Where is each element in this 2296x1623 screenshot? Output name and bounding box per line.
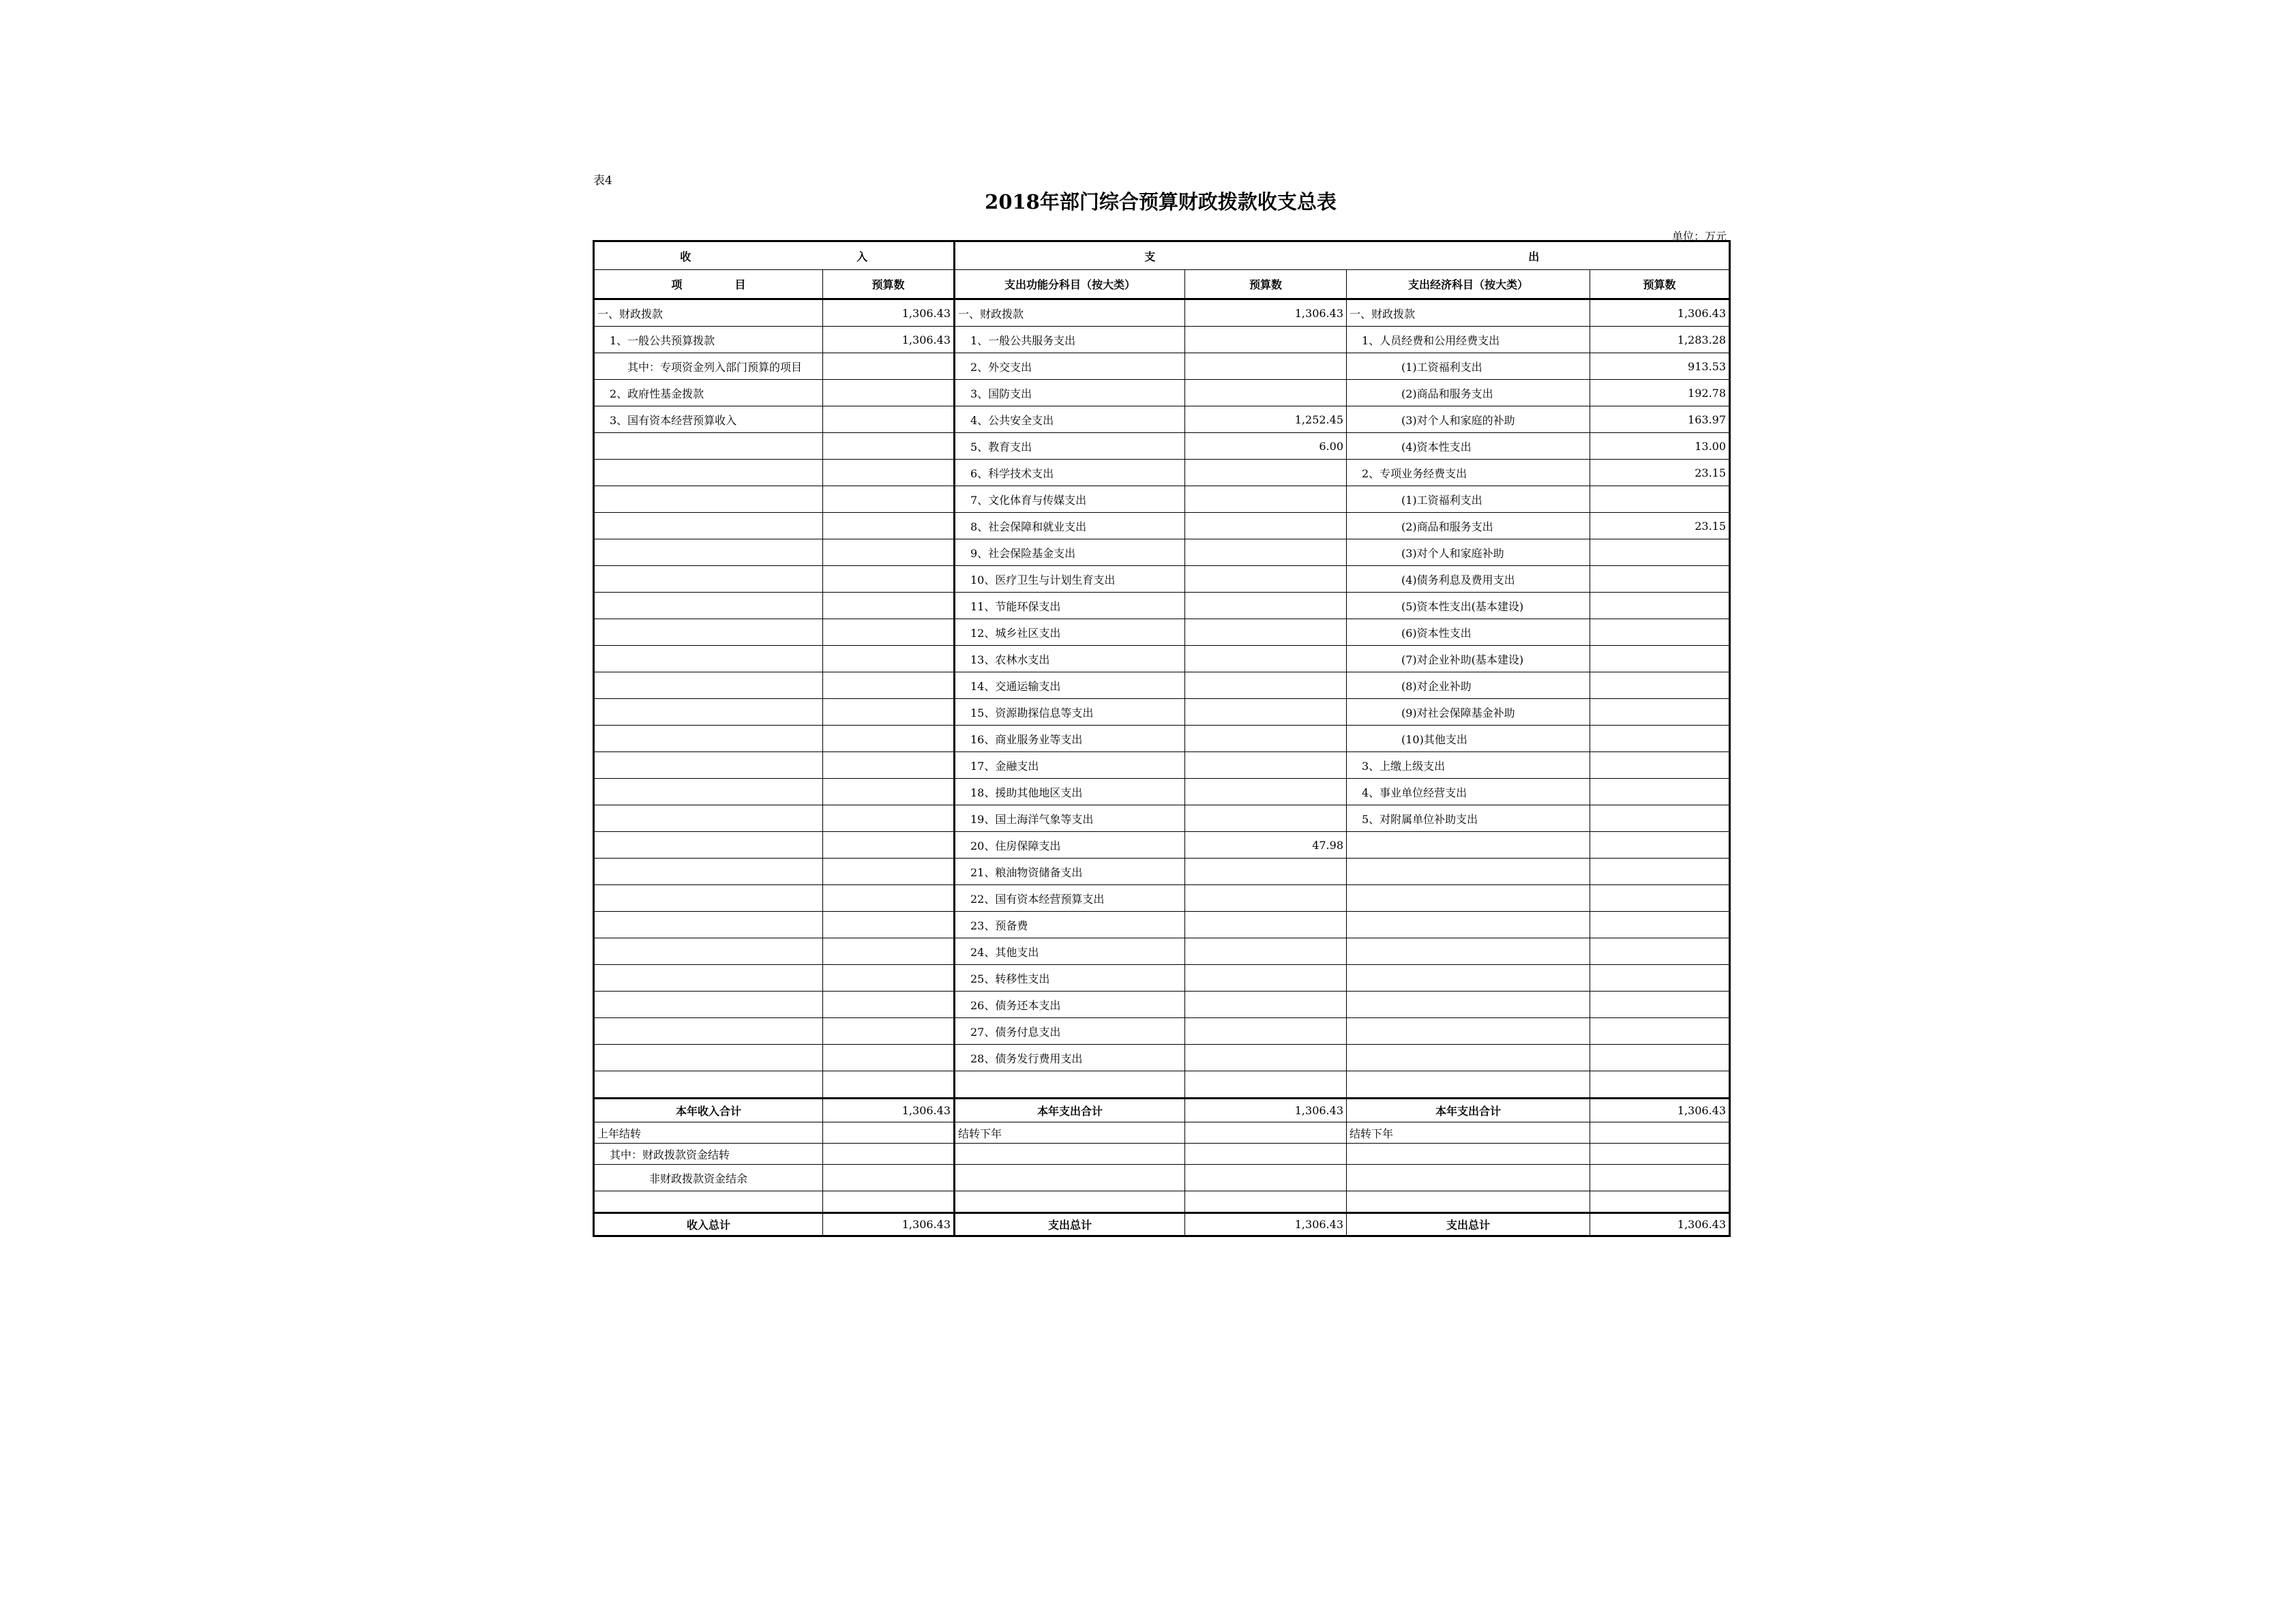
income-budget-cell: 1,306.43	[823, 327, 955, 353]
income-budget-cell	[823, 646, 955, 672]
income-grand-total-value: 1,306.43	[823, 1213, 955, 1236]
function-subject-cell: 17、金融支出	[955, 752, 1185, 779]
function-subject-cell	[955, 1071, 1185, 1099]
table-row	[594, 699, 1730, 726]
function-subject-cell: 15、资源勘探信息等支出	[955, 699, 1185, 726]
economic-subject-cell	[1347, 832, 1590, 859]
economic-subject-cell	[1347, 1018, 1590, 1045]
header-row-columns	[594, 270, 1730, 299]
empty-cell	[1347, 1144, 1590, 1165]
income-item-cell	[594, 726, 823, 752]
income-total-value: 1,306.43	[823, 1099, 955, 1122]
income-budget-cell	[823, 832, 955, 859]
table-row	[594, 646, 1730, 672]
economic-subject-cell: 4、事业单位经营支出	[1347, 779, 1590, 805]
function-subject-cell: 22、国有资本经营预算支出	[955, 885, 1185, 912]
table-row	[594, 885, 1730, 912]
income-header-char-1: 收	[680, 250, 691, 263]
economic-budget-cell	[1590, 1018, 1730, 1045]
function-subject-cell: 2、外交支出	[955, 353, 1185, 380]
economic-subject-cell	[1347, 859, 1590, 885]
function-subject-cell: 9、社会保险基金支出	[955, 539, 1185, 566]
function-subject-cell: 6、科学技术支出	[955, 460, 1185, 486]
function-budget-cell	[1185, 699, 1347, 726]
table-row	[594, 353, 1730, 380]
empty-cell	[1347, 1165, 1590, 1191]
table-row	[594, 327, 1730, 353]
function-subject-cell: 23、预备费	[955, 912, 1185, 938]
economic-budget-cell	[1590, 832, 1730, 859]
economic-subject-cell: 1、人员经费和公用经费支出	[1347, 327, 1590, 353]
function-budget-cell: 1,306.43	[1185, 299, 1347, 327]
function-budget-cell	[1185, 646, 1347, 672]
table-row	[594, 1191, 1730, 1213]
economic-grand-total-value: 1,306.43	[1590, 1213, 1730, 1236]
economic-budget-cell	[1590, 566, 1730, 593]
table-row	[594, 832, 1730, 859]
income-item-cell	[594, 539, 823, 566]
empty-cell	[955, 1165, 1185, 1191]
function-budget-cell	[1185, 992, 1347, 1018]
economic-subject-cell	[1347, 885, 1590, 912]
expense-header-char-2: 出	[1528, 250, 1540, 263]
economic-budget-cell	[1590, 539, 1730, 566]
income-budget-cell	[823, 779, 955, 805]
economic-budget-cell	[1590, 1045, 1730, 1071]
expense-header-char-1: 支	[1144, 250, 1156, 263]
function-subject-cell: 11、节能环保支出	[955, 593, 1185, 619]
economic-budget-cell: 23.15	[1590, 513, 1730, 539]
economic-total-label: 本年支出合计	[1347, 1099, 1590, 1122]
function-budget-cell	[1185, 805, 1347, 832]
col-header-economic-budget: 预算数	[1590, 270, 1730, 299]
income-budget-cell	[823, 965, 955, 992]
economic-subject-cell: (8)对企业补助	[1347, 672, 1590, 699]
function-subject-cell: 10、医疗卫生与计划生育支出	[955, 566, 1185, 593]
economic-total-value: 1,306.43	[1590, 1099, 1730, 1122]
income-budget-cell	[823, 938, 955, 965]
document-title: 2018年部门综合预算财政拨款收支总表	[985, 190, 1337, 213]
income-item-cell	[594, 699, 823, 726]
economic-budget-cell	[1590, 672, 1730, 699]
fiscal-carry-value	[823, 1144, 955, 1165]
function-budget-cell	[1185, 566, 1347, 593]
economic-subject-cell	[1347, 1071, 1590, 1099]
economic-budget-cell	[1590, 752, 1730, 779]
economic-subject-cell: (5)资本性支出(基本建设)	[1347, 593, 1590, 619]
economic-budget-cell	[1590, 726, 1730, 752]
function-budget-cell	[1185, 1045, 1347, 1071]
function-budget-cell	[1185, 513, 1347, 539]
income-item-cell	[594, 805, 823, 832]
income-item-cell: 1、一般公共预算拨款	[594, 327, 823, 353]
function-budget-cell	[1185, 779, 1347, 805]
economic-subject-cell: (7)对企业补助(基本建设)	[1347, 646, 1590, 672]
expense-section-header	[955, 241, 1730, 270]
income-budget-cell	[823, 672, 955, 699]
function-grand-total-value: 1,306.43	[1185, 1213, 1347, 1236]
economic-budget-cell	[1590, 486, 1730, 513]
function-budget-cell: 47.98	[1185, 832, 1347, 859]
function-budget-cell	[1185, 885, 1347, 912]
table-row	[594, 380, 1730, 406]
function-subject-cell: 24、其他支出	[955, 938, 1185, 965]
function-budget-cell	[1185, 353, 1347, 380]
income-item-cell	[594, 938, 823, 965]
economic-budget-cell: 1,283.28	[1590, 327, 1730, 353]
table-row	[594, 779, 1730, 805]
income-item-cell: 3、国有资本经营预算收入	[594, 406, 823, 433]
function-total-value: 1,306.43	[1185, 1099, 1347, 1122]
income-budget-cell	[823, 699, 955, 726]
function-total-label: 本年支出合计	[955, 1099, 1185, 1122]
income-item-cell	[594, 646, 823, 672]
col-header-income-budget: 预算数	[823, 270, 955, 299]
empty-cell	[955, 1191, 1185, 1213]
table-row	[594, 1018, 1730, 1045]
income-budget-cell	[823, 593, 955, 619]
income-budget-cell	[823, 486, 955, 513]
table-row	[594, 1122, 1730, 1144]
function-subject-cell: 20、住房保障支出	[955, 832, 1185, 859]
income-item-cell: 其中：专项资金列入部门预算的项目	[594, 353, 823, 380]
income-item-cell	[594, 859, 823, 885]
function-subject-cell: 12、城乡社区支出	[955, 619, 1185, 646]
empty-cell	[1347, 1191, 1590, 1213]
function-subject-cell: 26、债务还本支出	[955, 992, 1185, 1018]
economic-subject-cell: (10)其他支出	[1347, 726, 1590, 752]
economic-subject-cell: 一、财政拨款	[1347, 299, 1590, 327]
economic-budget-cell: 23.15	[1590, 460, 1730, 486]
function-budget-cell	[1185, 859, 1347, 885]
empty-cell	[955, 1144, 1185, 1165]
income-item-cell	[594, 965, 823, 992]
income-total-label: 本年收入合计	[594, 1099, 823, 1122]
table-row	[594, 433, 1730, 460]
economic-budget-cell: 13.00	[1590, 433, 1730, 460]
carry-next-year-label: 结转下年	[1347, 1122, 1590, 1144]
economic-subject-cell: (2)商品和服务支出	[1347, 513, 1590, 539]
economic-grand-total-label: 支出总计	[1347, 1213, 1590, 1236]
income-section-header	[594, 241, 955, 270]
carry-next-year-label: 结转下年	[955, 1122, 1185, 1144]
economic-subject-cell: (4)资本性支出	[1347, 433, 1590, 460]
function-budget-cell	[1185, 965, 1347, 992]
function-subject-cell: 13、农林水支出	[955, 646, 1185, 672]
prev-year-carry-label: 上年结转	[594, 1122, 823, 1144]
function-subject-cell: 19、国土海洋气象等支出	[955, 805, 1185, 832]
economic-budget-cell	[1590, 992, 1730, 1018]
income-budget-cell	[823, 992, 955, 1018]
function-subject-cell: 5、教育支出	[955, 433, 1185, 460]
function-budget-cell	[1185, 539, 1347, 566]
income-item-cell	[594, 779, 823, 805]
income-item-cell: 2、政府性基金拨款	[594, 380, 823, 406]
function-subject-cell: 8、社会保障和就业支出	[955, 513, 1185, 539]
income-item-cell	[594, 460, 823, 486]
carry-next-year-value	[1590, 1122, 1730, 1144]
economic-subject-cell: (3)对个人和家庭补助	[1347, 539, 1590, 566]
income-item-cell	[594, 672, 823, 699]
empty-cell	[1185, 1144, 1347, 1165]
income-budget-cell	[823, 353, 955, 380]
economic-subject-cell: (6)资本性支出	[1347, 619, 1590, 646]
function-budget-cell	[1185, 1018, 1347, 1045]
function-budget-cell: 1,252.45	[1185, 406, 1347, 433]
income-item-cell	[594, 752, 823, 779]
income-item-cell	[594, 992, 823, 1018]
economic-budget-cell	[1590, 912, 1730, 938]
function-subject-cell: 14、交通运输支出	[955, 672, 1185, 699]
economic-budget-cell: 1,306.43	[1590, 299, 1730, 327]
income-budget-cell	[823, 1045, 955, 1071]
col-header-function-subject: 支出功能分科目（按大类）	[955, 270, 1185, 299]
function-budget-cell	[1185, 460, 1347, 486]
income-item-cell	[594, 885, 823, 912]
income-budget-cell	[823, 380, 955, 406]
income-budget-cell	[823, 513, 955, 539]
table-row	[594, 912, 1730, 938]
economic-budget-cell	[1590, 1071, 1730, 1099]
header-row-sections	[594, 241, 1730, 270]
economic-subject-cell: (3)对个人和家庭的补助	[1347, 406, 1590, 433]
economic-budget-cell: 913.53	[1590, 353, 1730, 380]
income-budget-cell	[823, 885, 955, 912]
col-header-item-char-1: 项	[671, 278, 683, 291]
income-budget-cell	[823, 1071, 955, 1099]
income-budget-cell	[823, 1018, 955, 1045]
function-subject-cell: 18、援助其他地区支出	[955, 779, 1185, 805]
income-item-cell	[594, 593, 823, 619]
table-row	[594, 539, 1730, 566]
economic-budget-cell	[1590, 805, 1730, 832]
economic-budget-cell	[1590, 593, 1730, 619]
income-budget-cell	[823, 912, 955, 938]
economic-budget-cell: 192.78	[1590, 380, 1730, 406]
table-row	[594, 1099, 1730, 1122]
function-budget-cell	[1185, 912, 1347, 938]
income-budget-cell	[823, 539, 955, 566]
fiscal-carry-label: 其中：财政拨款资金结转	[594, 1144, 823, 1165]
economic-subject-cell	[1347, 1045, 1590, 1071]
table-row	[594, 752, 1730, 779]
economic-subject-cell	[1347, 912, 1590, 938]
function-budget-cell	[1185, 672, 1347, 699]
function-budget-cell	[1185, 938, 1347, 965]
function-budget-cell	[1185, 619, 1347, 646]
function-budget-cell	[1185, 1071, 1347, 1099]
table-row	[594, 566, 1730, 593]
income-item-cell	[594, 433, 823, 460]
income-item-cell	[594, 513, 823, 539]
table-row	[594, 1071, 1730, 1099]
function-budget-cell: 6.00	[1185, 433, 1347, 460]
table-row	[594, 1045, 1730, 1071]
economic-budget-cell	[1590, 779, 1730, 805]
function-budget-cell	[1185, 752, 1347, 779]
income-budget-cell	[823, 752, 955, 779]
empty-cell	[1185, 1165, 1347, 1191]
non-fiscal-balance-value	[823, 1165, 955, 1191]
income-item-cell	[594, 1071, 823, 1099]
table-row	[594, 1165, 1730, 1191]
empty-cell	[1185, 1191, 1347, 1213]
table-row	[594, 672, 1730, 699]
income-budget-cell	[823, 433, 955, 460]
unit-label: 单位：万元	[1671, 230, 1727, 243]
function-subject-cell: 3、国防支出	[955, 380, 1185, 406]
economic-subject-cell	[1347, 938, 1590, 965]
prev-year-carry-value	[823, 1122, 955, 1144]
function-budget-cell	[1185, 593, 1347, 619]
economic-budget-cell	[1590, 965, 1730, 992]
col-header-economic-subject: 支出经济科目（按大类）	[1347, 270, 1590, 299]
income-budget-cell	[823, 406, 955, 433]
function-budget-cell	[1185, 486, 1347, 513]
function-budget-cell	[1185, 327, 1347, 353]
function-budget-cell	[1185, 726, 1347, 752]
table-row	[594, 593, 1730, 619]
table-row	[594, 938, 1730, 965]
income-budget-cell	[823, 805, 955, 832]
income-budget-cell	[823, 460, 955, 486]
economic-budget-cell	[1590, 646, 1730, 672]
income-budget-cell	[823, 566, 955, 593]
economic-subject-cell: (2)商品和服务支出	[1347, 380, 1590, 406]
economic-subject-cell: 3、上缴上级支出	[1347, 752, 1590, 779]
table-row	[594, 726, 1730, 752]
function-subject-cell: 28、债务发行费用支出	[955, 1045, 1185, 1071]
economic-subject-cell	[1347, 992, 1590, 1018]
economic-subject-cell: (1)工资福利支出	[1347, 486, 1590, 513]
income-grand-total-label: 收入总计	[594, 1213, 823, 1236]
economic-budget-cell	[1590, 885, 1730, 912]
economic-budget-cell	[1590, 938, 1730, 965]
economic-subject-cell	[1347, 965, 1590, 992]
income-item-cell: 一、财政拨款	[594, 299, 823, 327]
col-header-item	[594, 270, 823, 299]
income-item-cell	[594, 619, 823, 646]
non-fiscal-balance-label: 非财政拨款资金结余	[594, 1165, 823, 1191]
col-header-function-budget: 预算数	[1185, 270, 1347, 299]
function-budget-cell	[1185, 380, 1347, 406]
income-item-cell	[594, 566, 823, 593]
function-grand-total-label: 支出总计	[955, 1213, 1185, 1236]
economic-budget-cell	[1590, 619, 1730, 646]
table-row	[594, 805, 1730, 832]
economic-subject-cell: (1)工资福利支出	[1347, 353, 1590, 380]
function-subject-cell: 16、商业服务业等支出	[955, 726, 1185, 752]
income-item-cell	[594, 1045, 823, 1071]
function-subject-cell: 25、转移性支出	[955, 965, 1185, 992]
function-subject-cell: 7、文化体育与传媒支出	[955, 486, 1185, 513]
function-subject-cell: 一、财政拨款	[955, 299, 1185, 327]
function-subject-cell: 1、一般公共服务支出	[955, 327, 1185, 353]
table-row	[594, 992, 1730, 1018]
function-subject-cell: 4、公共安全支出	[955, 406, 1185, 433]
table-row	[594, 513, 1730, 539]
table-number-label: 表4	[593, 174, 612, 188]
income-budget-cell	[823, 619, 955, 646]
income-item-cell	[594, 912, 823, 938]
income-budget-cell	[823, 726, 955, 752]
table-row	[594, 1213, 1730, 1236]
empty-cell	[1590, 1144, 1730, 1165]
table-row	[594, 299, 1730, 327]
economic-subject-cell: 5、对附属单位补助支出	[1347, 805, 1590, 832]
table-row	[594, 859, 1730, 885]
empty-cell	[1590, 1191, 1730, 1213]
budget-table	[593, 240, 1731, 1237]
economic-budget-cell	[1590, 859, 1730, 885]
economic-budget-cell: 163.97	[1590, 406, 1730, 433]
economic-budget-cell	[1590, 699, 1730, 726]
income-budget-cell	[823, 859, 955, 885]
empty-cell	[1590, 1165, 1730, 1191]
income-budget-cell: 1,306.43	[823, 299, 955, 327]
empty-cell	[594, 1191, 823, 1213]
table-row	[594, 460, 1730, 486]
function-subject-cell: 21、粮油物资储备支出	[955, 859, 1185, 885]
economic-subject-cell: (4)债务利息及费用支出	[1347, 566, 1590, 593]
economic-subject-cell: 2、专项业务经费支出	[1347, 460, 1590, 486]
function-subject-cell: 27、债务付息支出	[955, 1018, 1185, 1045]
table-row	[594, 965, 1730, 992]
income-item-cell	[594, 486, 823, 513]
table-row	[594, 619, 1730, 646]
table-row	[594, 1144, 1730, 1165]
empty-cell	[823, 1191, 955, 1213]
economic-subject-cell: (9)对社会保障基金补助	[1347, 699, 1590, 726]
table-row	[594, 406, 1730, 433]
carry-next-year-value	[1185, 1122, 1347, 1144]
col-header-item-char-2: 目	[734, 278, 746, 291]
income-header-char-2: 入	[856, 250, 868, 263]
income-item-cell	[594, 832, 823, 859]
income-item-cell	[594, 1018, 823, 1045]
table-row	[594, 486, 1730, 513]
